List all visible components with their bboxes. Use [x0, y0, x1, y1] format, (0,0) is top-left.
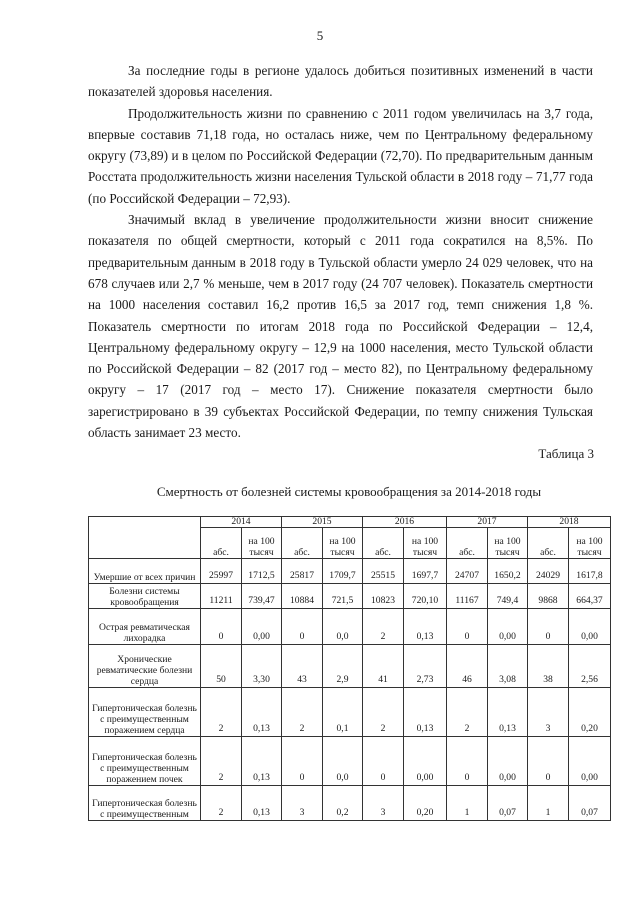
- abs-cell: 0: [363, 737, 404, 786]
- abs-cell: 2: [201, 786, 242, 821]
- abs-cell: 0: [528, 737, 569, 786]
- rate-cell: 720,10: [404, 584, 447, 609]
- rate-cell: 0,1: [323, 688, 363, 737]
- rate-cell: 0,13: [404, 609, 447, 645]
- row-label: Гипертоническая болезнь с преимущественным: [89, 786, 201, 821]
- rate-cell: 0,13: [242, 737, 282, 786]
- abs-cell: 3: [363, 786, 404, 821]
- rate-header: на 100 тысяч: [569, 528, 611, 559]
- table-row: [89, 688, 611, 737]
- abs-header: абс.: [201, 528, 242, 559]
- abs-cell: 38: [528, 645, 569, 688]
- mortality-table: [88, 516, 611, 821]
- table-row: [89, 645, 611, 688]
- abs-cell: 1: [528, 786, 569, 821]
- year-header: 2018: [528, 517, 611, 528]
- table-title: Смертность от болезней системы кровообращения за 2014-2018 годы: [156, 484, 542, 499]
- row-label: Умершие от всех причин: [89, 559, 201, 584]
- abs-header: абс.: [282, 528, 323, 559]
- rate-cell: 1712,5: [242, 559, 282, 584]
- abs-header: абс.: [528, 528, 569, 559]
- abs-cell: 46: [447, 645, 488, 688]
- rate-cell: 0,13: [404, 688, 447, 737]
- rate-cell: 0,20: [569, 688, 611, 737]
- rate-cell: 0,20: [404, 786, 447, 821]
- abs-cell: 25515: [363, 559, 404, 584]
- abs-cell: 10884: [282, 584, 323, 609]
- table-row: [89, 737, 611, 786]
- table-body: [89, 559, 611, 821]
- rate-header: на 100 тысяч: [323, 528, 363, 559]
- rate-cell: 2,73: [404, 645, 447, 688]
- abs-cell: 2: [447, 688, 488, 737]
- abs-cell: 0: [282, 737, 323, 786]
- rate-cell: 721,5: [323, 584, 363, 609]
- rate-cell: 0,2: [323, 786, 363, 821]
- abs-cell: 24707: [447, 559, 488, 584]
- rate-cell: 749,4: [488, 584, 528, 609]
- rate-cell: 1617,8: [569, 559, 611, 584]
- table-row: [89, 786, 611, 821]
- abs-cell: 0: [282, 609, 323, 645]
- abs-cell: 25817: [282, 559, 323, 584]
- rate-header: на 100 тысяч: [404, 528, 447, 559]
- abs-cell: 25997: [201, 559, 242, 584]
- paragraph: Значимый вклад в увеличение продолжительности жизни вносит снижение показателя по общей смертности, который с 2011 года сократился на 8,5%. По предварительным данным в 2018 году в Тульской области умерло 24 029 человек, что на 678 случаев или 2,7 % меньше, чем в 2017 году (24 707 человек). Показатель смертности на 1000 населения составил 16,2 против 16,5 за 2017 год, темп снижения 1,8 %. Показатель смертности по итогам 2018 года по Российской Федерации – 12,4, Центральному федеральному округу – 12,9 на 1000 населения, место Тульской области по Российской Федерации – 82 (2017 год – место 82), по Центральному федеральному округу – 17 (2017 год – место 17). Снижение показателя смертности было зарегистрировано в 39 субъектах Российской Федерации, по темпу снижения Тульская область занимает 23 место.: [88, 212, 593, 441]
- abs-cell: 0: [201, 609, 242, 645]
- abs-cell: 3: [282, 786, 323, 821]
- paragraph: Продолжительность жизни по сравнению с 2011 годом увеличилась на 3,7 года, впервые составив 71,18 года, но осталась ниже, чем по Центральному федеральному округу (73,89) и в целом по Российской Федерации (72,70). По предварительным данным Росстата продолжительность жизни населения Тульской области в 2018 году – 71,77 года (по Российской Федерации – 72,93).: [88, 105, 593, 206]
- paragraph: За последние годы в регионе удалось добиться позитивных изменений в части показателей здоровья населения.: [88, 63, 593, 100]
- abs-cell: 1: [447, 786, 488, 821]
- rate-cell: 0,0: [323, 609, 363, 645]
- abs-cell: 11211: [201, 584, 242, 609]
- rate-cell: 3,30: [242, 645, 282, 688]
- body-text: [88, 60, 593, 443]
- abs-header: абс.: [363, 528, 404, 559]
- rate-cell: 0,13: [488, 688, 528, 737]
- rate-header: на 100 тысяч: [488, 528, 528, 559]
- abs-cell: 2: [201, 688, 242, 737]
- rate-cell: 0,00: [488, 737, 528, 786]
- abs-cell: 24029: [528, 559, 569, 584]
- abs-cell: 2: [282, 688, 323, 737]
- page-number: 5: [316, 28, 324, 43]
- abs-cell: 0: [447, 609, 488, 645]
- rate-cell: 0,0: [323, 737, 363, 786]
- year-header: 2016: [363, 517, 447, 528]
- table-row: [89, 559, 611, 584]
- year-header-row: [89, 517, 611, 528]
- rate-cell: 0,00: [488, 609, 528, 645]
- year-header: 2017: [447, 517, 528, 528]
- row-label: Острая ревматическая лихорадка: [89, 609, 201, 645]
- abs-cell: 9868: [528, 584, 569, 609]
- rate-cell: 0,07: [488, 786, 528, 821]
- row-label: Хронические ревматические болезни сердца: [89, 645, 201, 688]
- abs-cell: 0: [447, 737, 488, 786]
- rate-cell: 1709,7: [323, 559, 363, 584]
- rate-header: на 100 тысяч: [242, 528, 282, 559]
- abs-cell: 2: [363, 688, 404, 737]
- rate-cell: 0,13: [242, 688, 282, 737]
- abs-cell: 50: [201, 645, 242, 688]
- row-label: Гипертоническая болезнь с преимущественным поражением сердца: [89, 688, 201, 737]
- abs-cell: 3: [528, 688, 569, 737]
- abs-header: абс.: [447, 528, 488, 559]
- abs-cell: 2: [363, 609, 404, 645]
- rate-cell: 664,37: [569, 584, 611, 609]
- rate-cell: 0,00: [242, 609, 282, 645]
- table-row: [89, 609, 611, 645]
- table-row: [89, 584, 611, 609]
- rate-cell: 2,56: [569, 645, 611, 688]
- year-header: 2015: [282, 517, 363, 528]
- row-label: Болезни системы кровообращения: [89, 584, 201, 609]
- abs-cell: 10823: [363, 584, 404, 609]
- rate-cell: 0,00: [569, 737, 611, 786]
- abs-cell: 41: [363, 645, 404, 688]
- row-label: Гипертоническая болезнь с преимущественным поражением почек: [89, 737, 201, 786]
- abs-cell: 2: [201, 737, 242, 786]
- rate-cell: 739,47: [242, 584, 282, 609]
- rate-cell: 0,07: [569, 786, 611, 821]
- rate-cell: 1650,2: [488, 559, 528, 584]
- rate-cell: 0,00: [569, 609, 611, 645]
- year-header: 2014: [201, 517, 282, 528]
- rate-cell: 0,13: [242, 786, 282, 821]
- rate-cell: 0,00: [404, 737, 447, 786]
- rate-cell: 3,08: [488, 645, 528, 688]
- abs-cell: 11167: [447, 584, 488, 609]
- table-caption: Таблица 3: [538, 446, 594, 461]
- abs-cell: 0: [528, 609, 569, 645]
- corner-cell: [89, 517, 201, 559]
- abs-cell: 43: [282, 645, 323, 688]
- rate-cell: 1697,7: [404, 559, 447, 584]
- rate-cell: 2,9: [323, 645, 363, 688]
